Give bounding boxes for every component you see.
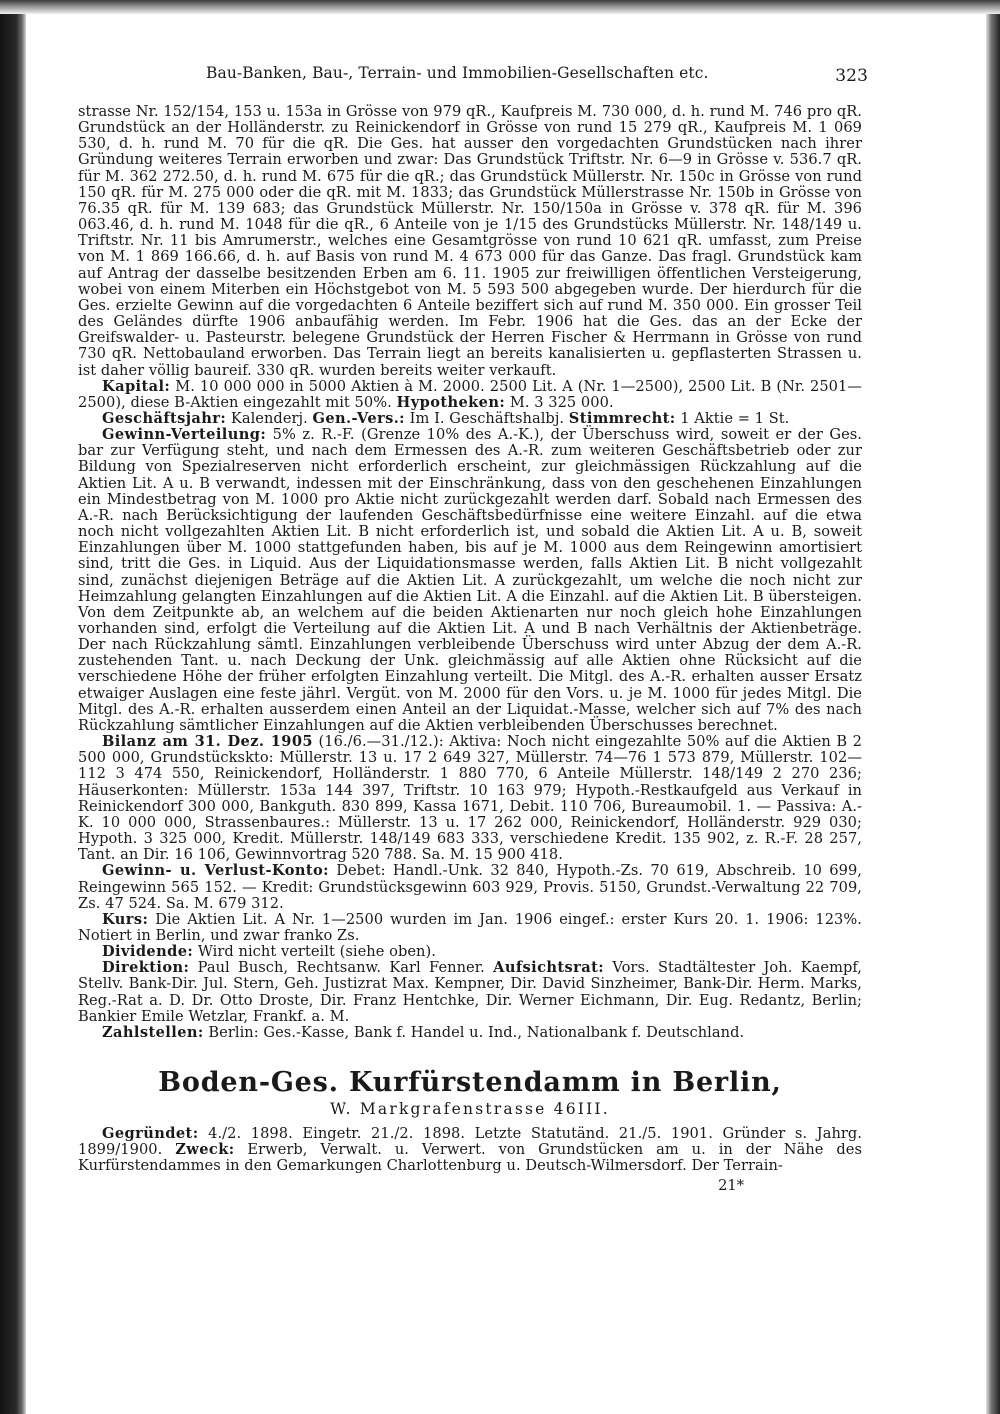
bilanz-paragraph: [78, 734, 862, 863]
scan-left-edge: [0, 0, 26, 1414]
signature-mark: 21*: [718, 1176, 744, 1194]
section-label: Aufsichtsrat:: [493, 959, 605, 977]
page-number: 323: [835, 66, 868, 86]
section-label: Gen.-Vers.:: [312, 409, 405, 427]
gewinn-verlust-paragraph: [78, 863, 862, 911]
section-text: Paul Busch, Rechtsanw. Karl Fenner.: [189, 959, 494, 977]
section-text: Kalenderj.: [226, 409, 313, 427]
kurs-paragraph: [78, 912, 862, 944]
company-address: W. Markgrafenstrasse 46III.: [330, 1100, 610, 1119]
gegruendet-paragraph: [78, 1126, 862, 1174]
section-text: M. 10 000 000 in 5000 Aktien à M. 2000. 2500 Lit. A (Nr. 1—2500), 2500 Lit. B (Nr. 2501—2500), diese B-Aktien eingezahlt mit 50%.: [78, 377, 862, 411]
section-label: Hypotheken:: [396, 393, 506, 411]
scan-right-edge: [986, 0, 1000, 1414]
running-title: Bau-Banken, Bau-, Terrain- und Immobilien-Gesellschaften etc.: [206, 64, 709, 82]
section-text: Die Aktien Lit. A Nr. 1—2500 wurden im Jan. 1906 eingef.: erster Kurs 20. 1. 1906: 123%. Notiert in Berlin, und zwar franko Zs.: [78, 910, 862, 944]
section-text: Wird nicht verteilt (siehe oben).: [193, 943, 436, 961]
section-label: Gegründet:: [102, 1125, 199, 1143]
section-label: Zweck:: [175, 1141, 235, 1159]
kapital-paragraph: [78, 379, 862, 411]
gewinn-verteilung-paragraph: [78, 427, 862, 734]
section-label: Gewinn- u. Verlust-Konto:: [102, 862, 329, 880]
section-text: Vors. Stadtältester Joh. Kaempf, Stellv. Bank-Dir. Jul. Stern, Geh. Justizrat Max. Kempner, Dir. David Sinzheimer, Bank-Dir. Herm. Marks, Reg.-Rat a. D. Dr. Otto Droste, Dir. Franz Hentchke, Dir. Werner Eichmann, Dir. Eug. Redantz, Berlin; Bankier Emile Wetzlar, Frankf. a. M.: [78, 959, 862, 1025]
section-text: M. 3 325 000.: [505, 393, 614, 411]
section-text: 5% z. R.-F. (Grenze 10% des A.-K.), der Überschuss wird, soweit er der Ges. bar zur Verfügung steht, und nach dem Ermessen des A.-R. zum weiteren Geschäftsbetrieb oder zur Bildung von Spezialreserven nicht erforderlich erscheint, zur gleichmässigen Rückzahlung auf die Aktien Lit. A u. B verwandt, indessen mit der Einschränkung, dass von den geschehenen Einzahlungen ein Mindestbetrag von M. 1000 pro Aktie nicht zurückgezahlt werden darf. Sobald nach Ermessen des A.-R. nach Berücksichtigung der laufenden Geschäftsbedürfnisse eine weitere Einzahl. auf die etwa noch nicht vollgezahlten Aktien Lit. B nicht erforderlich ist, und sobald die Aktien Lit. A u. B, soweit Einzahlungen über M. 1000 stattgefunden haben, bis auf je M. 1000 aus dem Reingewinn amortisiert sind, tritt die Ges. in Liquid. Aus der Liquidationsmasse werden, falls Aktien Lit. B nicht vollgezahlt sind, zunächst diejenigen Beträge auf die Aktien Lit. A zurückgezahlt, um welche die noch nicht zur Heimzahlung gelangten Einzahlungen auf die Aktien Lit. A die Einzahl. auf die Aktien Lit. B übersteigen. Von dem Zeitpunkte ab, an welchem auf die beiden Aktienarten nur noch gleich hohe Einzahlungen vorhanden sind, erfolgt die Verteilung auf die Aktien Lit. A und B nach Verhältnis der Aktienbeträge. Der nach Rückzahlung sämtl. Einzahlungen verbleibende Überschuss wird unter Abzug der dem A.-R. zustehenden Tant. u. nach Deckung der Unk. gleichmässig auf alle Aktien ohne Rücksicht auf die verschiedene Höhe der früher erfolgten Einzahlung verteilt. Die Mitgl. des A.-R. erhalten ausser Ersatz etwaiger Auslagen eine feste jährl. Vergüt. von M. 2000 für den Vors. u. je M. 1000 für jedes Mitgl. Die Mitgl. des A.-R. erhalten ausserdem einen Anteil an der Liquidat.-Masse, welcher sich auf 7% des nach Rückzahlung sämtlicher Einzahlungen auf die Aktien verbleibenden Überschusses berechnet.: [78, 426, 862, 734]
section-text: 1 Aktie = 1 St.: [675, 409, 790, 427]
section-label: Stimmrecht:: [568, 409, 676, 427]
zahlstellen-paragraph: [78, 1025, 862, 1041]
section-label: Gewinn-Verteilung:: [102, 426, 267, 444]
section-label: Zahlstellen:: [102, 1023, 204, 1041]
section-label: Kapital:: [102, 377, 171, 395]
section-text: (16./6.—31./12.): Aktiva: Noch nicht eingezahlte 50% auf die Aktien B 2 500 000, Grundstückskto: Müllerstr. 13 u. 17 2 649 327, Müllerstr. 74—76 1 573 879, Müllerstr. 102—112 3 474 550, Reinickendorf, Holländerstr. 1 880 770, 6 Anteile Müllerstr. 148/149 2 270 236; Häuserkonten: Müllerstr. 153a 144 397, Triftstr. 10 163 979; Hypoth.-Restkaufgeld aus Verkauf in Reinickendorf 300 000, Bankguth. 830 899, Kassa 1671, Debit. 110 706, Bureaumobil. 1. — Passiva: A.-K. 10 000 000, Strassenbaures.: Müllerstr. 13 u. 17 262 000, Reinickendorf, Holländerstr. 929 030; Hypoth. 3 325 000, Kredit. Müllerstr. 148/149 683 333, verschiedene Kredit. 135 902, z. R.-F. 28 257, Tant. an Dir. 16 106, Gewinnvortrag 520 788. Sa. M. 15 900 418.: [78, 733, 863, 864]
section-text: Erwerb, Verwalt. u. Verwert. von Grundstücken am u. in der Nähe des Kurfürstendammes in den Gemarkungen Charlottenburg u. Deutsch-Wilmersdorf. Der Terrain-: [78, 1141, 862, 1175]
running-head: [78, 62, 868, 92]
section-label: Direktion:: [102, 959, 190, 977]
section-text: Im I. Geschäftshalbj.: [404, 409, 569, 427]
company-heading: Boden-Ges. Kurfürstendamm in Berlin,: [158, 1067, 782, 1099]
dividende-paragraph: [78, 944, 862, 960]
section-label: Kurs:: [102, 910, 149, 928]
section-text: Berlin: Ges.-Kasse, Bank f. Handel u. Ind., Nationalbank f. Deutschland.: [203, 1023, 745, 1041]
section-label: Bilanz am 31. Dez. 1905: [102, 733, 313, 751]
section-label: Dividende:: [102, 943, 194, 961]
page: [78, 62, 868, 1194]
section-text: 4./2. 1898. Eingetr. 21./2. 1898. Letzte Statutänd. 21./5. 1901. Gründer s. Jahrg. 1899/1900.: [78, 1125, 862, 1159]
direktion-paragraph: [78, 960, 862, 1025]
geschaeftsjahr-paragraph: [78, 411, 862, 427]
next-company-body: [78, 1126, 862, 1174]
entry-body: [78, 104, 862, 1041]
section-label: Geschäftsjahr:: [102, 409, 227, 427]
scan-top-edge: [0, 0, 1000, 14]
section-text: Debet: Handl.-Unk. 32 840, Hypoth.-Zs. 70 619, Abschreib. 10 699, Reingewinn 565 152. — Kredit: Grundstücksgewinn 603 929, Provis. 5150, Grundst.-Verwaltung 22 709, Zs. 47 524. Sa. M. 679 312.: [78, 862, 862, 912]
intro-paragraph: strasse Nr. 152/154, 153 u. 153a in Grösse von 979 qR., Kaufpreis M. 730 000, d. h. rund M. 746 pro qR. Grundstück an der Holländerstr. zu Reinickendorf in Grösse von rund 15 279 qR., Kaufpreis M. 1 069 530, d. h. rund M. 70 für die qR. Die Ges. hat ausser den vorgedachten Grundstücken nach ihrer Gründung weiteres Terrain erworben und zwar: Das Grundstück Triftstr. Nr. 6—9 in Grösse v. 536.7 qR. für M. 362 272.50, d. h. rund M. 675 für die qR.; das Grundstück Müllerstr. Nr. 150c in Grösse von rund 150 qR. für M. 275 000 oder die qR. mit M. 1833; das Grundstück Müllerstrasse Nr. 150b in Grösse von 76.35 qR. für M. 139 683; das Grundstück Müllerstr. Nr. 150/150a in Grösse v. 378 qR. für M. 396 063.46, d. h. rund M. 1048 für die qR., 6 Anteile von je 1/15 des Grundstücks Müllerstr. Nr. 148/149 u. Triftstr. Nr. 11 bis Amrumerstr., welches eine Gesamtgrösse von rund 10 621 qR. umfasst, zum Preise von M. 1 869 166.66, d. h. auf Basis von rund M. 4 673 000 für das Ganze. Das fragl. Grundstück kam auf Antrag der dasselbe besitzenden Erben am 6. 11. 1905 zur freiwilligen öffentlichen Versteigerung, wobei von einem Miterben ein Höchstgebot von M. 5 593 500 abgegeben wurde. Der hierdurch für die Ges. erzielte Gewinn auf die vorgedachten 6 Anteile beziffert sich auf rund M. 350 000. Ein grosser Teil des Geländes dürfte 1906 anbaufähig werden. Im Febr. 1906 hat die Ges. das an der Ecke der Greifswalder- u. Pasteurstr. belegene Grundstück der Herren Fischer & Herrmann in Grösse von rund 730 qR. Nettobauland erworben. Das Terrain liegt an bereits kanalisierten u. gepflasterten Strassen u. ist daher völlig baureif. 330 qR. wurden bereits weiter verkauft.: [78, 103, 862, 379]
